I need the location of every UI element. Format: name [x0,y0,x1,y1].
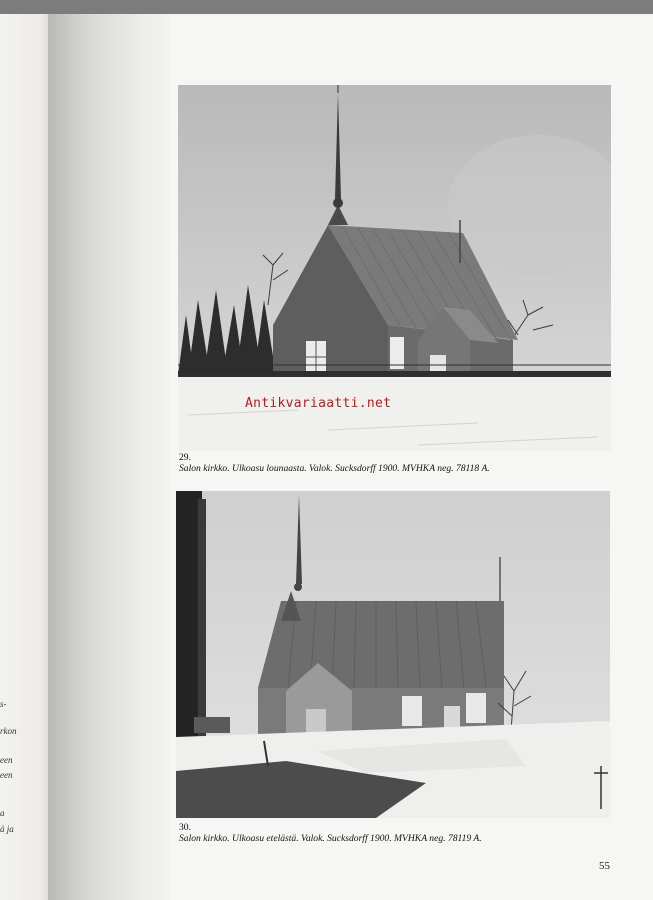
scan-top-border [0,0,653,14]
left-page-text-fragment: s- [0,699,7,709]
church-photo-southwest [178,85,611,451]
left-page-text-fragment: a [0,808,5,818]
left-page-text-fragment: rkon [0,726,17,736]
figure-30-caption-text: Salon kirkko. Ulkoasu etelästä. Valok. Sucksdorff 1900. MVHKA neg. 78119 A. [179,833,482,844]
figure-30-caption [179,822,482,844]
left-page-text-fragment: een [0,755,13,765]
left-page-text-fragment: een [0,770,13,780]
figure-29-caption-text: Salon kirkko. Ulkoasu lounaasta. Valok. Sucksdorff 1900. MVHKA neg. 78118 A. [179,463,490,474]
page-number: 55 [599,860,610,872]
left-page-text-fragment: ä ja [0,824,14,834]
church-photo-south [176,491,610,818]
figure-30-number: 30. [179,822,191,833]
figure-29-number: 29. [179,452,191,463]
antikvariaatti-watermark: Antikvariaatti.net [245,396,392,411]
book-gutter-shadow [48,14,178,900]
figure-29-caption [179,452,490,474]
